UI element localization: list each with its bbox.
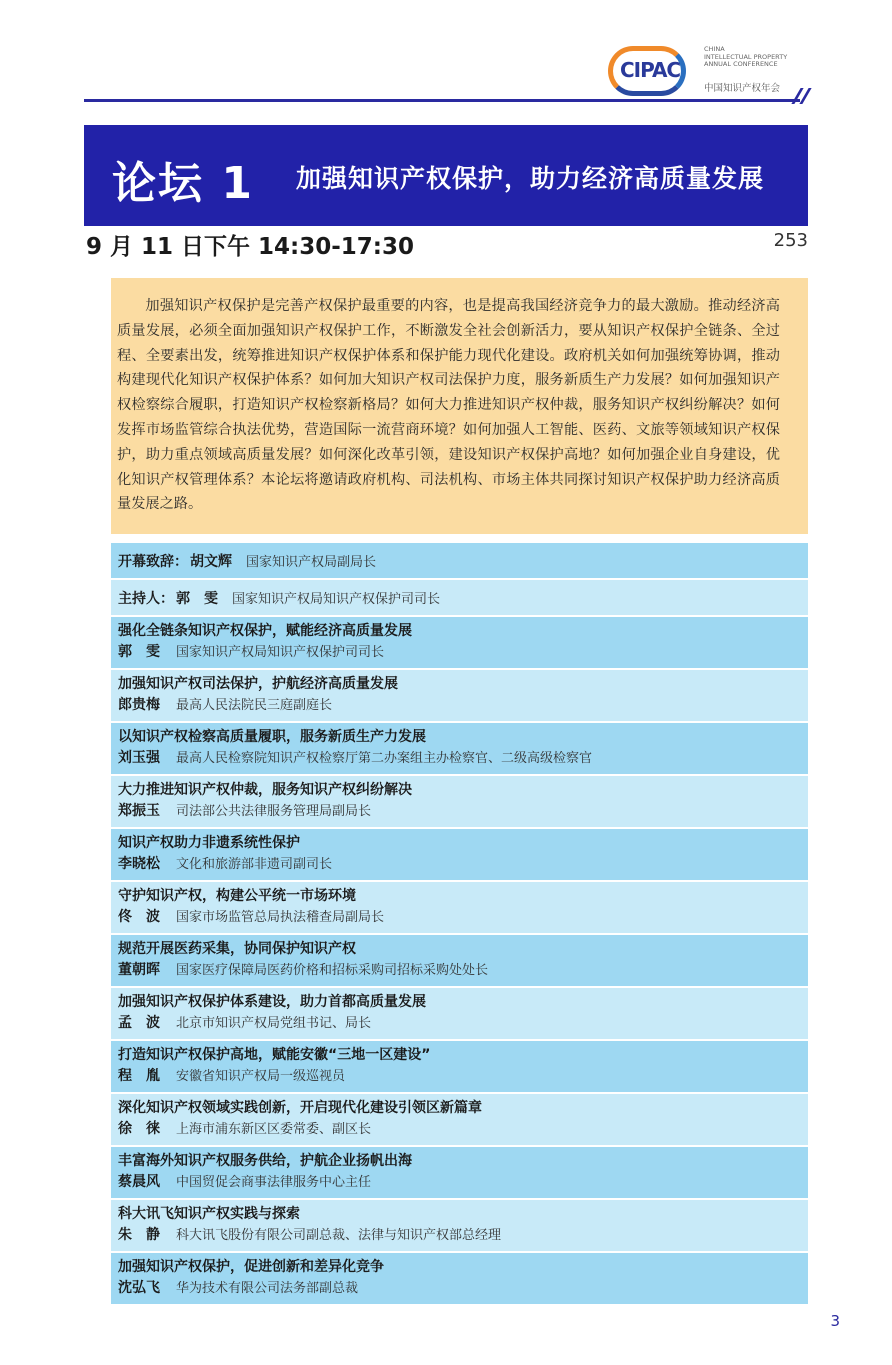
talk-topic: 规范开展医药采集，协同保护知识产权 [118,941,356,957]
logo-chinese: 中国知识产权年会 [704,83,781,94]
speaker-title: 最高人民检察院知识产权检察厅第二办案组主办检察官、二级高级检察官 [176,751,593,766]
speaker-title: 华为技术有限公司法务部副总裁 [176,1281,359,1296]
session-date: 9 月 11 日下午 14:30-17:30 [86,234,415,260]
agenda-talk-row [111,988,808,1039]
host-name: 郭 雯 [176,590,218,607]
speaker-name: 郭 雯 [118,644,160,660]
agenda-talk-row [111,829,808,880]
opening-remarks-row [111,543,808,578]
page-number-top: 253 [773,230,808,251]
talk-speaker [118,854,808,875]
forum-banner [84,125,808,226]
forum-number: 论坛 1 [112,158,254,209]
speaker-name: 蔡晨风 [118,1174,160,1190]
talk-speaker [118,907,808,928]
logo-abbr: CIPAC [620,58,681,82]
agenda-list [111,543,808,1306]
logo-en-line1: CHINA [704,45,725,53]
speaker-name: 郎贵梅 [118,697,160,713]
talk-topic: 打造知识产权保护高地，赋能安徽“三地一区建设” [118,1047,431,1063]
talk-speaker [118,1119,808,1140]
forum-introduction: 加强知识产权保护是完善产权保护最重要的内容，也是提高我国经济竞争力的最大激励。推动经济高质量发展，必须全面加强知识产权保护工作，不断激发全社会创新活力，要从知识产权保护全链条、全过程、全要素出发，统筹推进知识产权保护体系和保护能力现代化建设。政府机关如何加强统筹协调，推动构建现代化知识产权保护体系？如何加大知识产权司法保护力度，服务新质生产力发展？如何加强知识产权检察综合履职，打造知识产权检察新格局？如何大力推进知识产权仲裁，服务知识产权纠纷解决？如何发挥市场监管综合执法优势，营造国际一流营商环境？如何加强人工智能、医药、文旅等领域知识产权保护，助力重点领域高质量发展？如何深化改革引领，建设知识产权保护高地？如何加强企业自身建设，优化知识产权管理体系？本论坛将邀请政府机构、司法机构、市场主体共同探讨知识产权保护助力经济高质量发展之路。 [111,278,808,534]
speaker-name: 董朝晖 [118,962,160,978]
talk-topic: 加强知识产权保护，促进创新和差异化竞争 [118,1259,384,1275]
speaker-name: 朱 静 [118,1227,160,1243]
speaker-title: 安徽省知识产权局一级巡视员 [176,1069,346,1084]
talk-topic: 大力推进知识产权仲裁，服务知识产权纠纷解决 [118,782,412,798]
agenda-talk-row [111,1253,808,1304]
speaker-title: 司法部公共法律服务管理局副局长 [176,804,372,819]
speaker-name: 孟 波 [118,1015,160,1031]
talk-speaker [118,1013,808,1034]
talk-topic: 守护知识产权，构建公平统一市场环境 [118,888,356,904]
talk-speaker [118,1278,808,1299]
speaker-title: 国家知识产权局知识产权保护司司长 [176,645,385,660]
talk-topic: 以知识产权检察高质量履职，服务新质生产力发展 [118,729,426,745]
agenda-talk-row [111,1094,808,1145]
opening-role: 开幕致辞： [118,553,188,570]
agenda-talk-row [111,617,808,668]
talk-speaker [118,695,808,716]
speaker-name: 程 胤 [118,1068,160,1084]
speaker-name: 刘玉强 [118,750,160,766]
talk-topic: 强化全链条知识产权保护，赋能经济高质量发展 [118,623,412,639]
speaker-title: 国家医疗保障局医药价格和招标采购司招标采购处处长 [176,963,489,978]
talk-speaker [118,801,808,822]
speaker-title: 中国贸促会商事法律服务中心主任 [176,1175,372,1190]
host-role: 主持人： [118,590,174,607]
host-row [111,580,808,615]
talk-topic: 丰富海外知识产权服务供给，护航企业扬帆出海 [118,1153,412,1169]
page-number-bottom: 3 [830,1312,840,1330]
speaker-title: 最高人民法院民三庭副庭长 [176,698,333,713]
agenda-talk-row [111,670,808,721]
agenda-talk-row [111,882,808,933]
talk-speaker [118,1172,808,1193]
logo-en-line2: INTELLECTUAL PROPERTY [704,52,788,61]
talk-topic: 深化知识产权领域实践创新，开启现代化建设引领区新篇章 [118,1100,482,1116]
talk-speaker [118,748,808,769]
talk-speaker [118,960,808,981]
talk-speaker [118,642,808,663]
logo-english [704,46,804,69]
speaker-name: 李晓松 [118,856,160,872]
talk-topic: 科大讯飞知识产权实践与探索 [118,1206,300,1222]
speaker-name: 佟 波 [118,909,160,925]
speaker-title: 国家市场监管总局执法稽查局副局长 [176,910,385,925]
forum-title: 加强知识产权保护，助力经济高质量发展 [296,164,765,193]
speaker-name: 沈弘飞 [118,1280,160,1296]
agenda-talk-row [111,1147,808,1198]
logo-en-line3: ANNUAL CONFERENCE [704,60,778,68]
talk-topic: 加强知识产权保护体系建设，助力首都高质量发展 [118,994,426,1010]
speaker-name: 徐 徕 [118,1121,160,1137]
speaker-title: 上海市浦东新区区委常委、副区长 [176,1122,372,1137]
speaker-title: 科大讯飞股份有限公司副总裁、法律与知识产权部总经理 [176,1228,502,1243]
header-rule [84,99,800,102]
agenda-talk-row [111,935,808,986]
talk-speaker [118,1066,808,1087]
opening-org: 国家知识产权局副局长 [246,555,377,570]
agenda-talk-row [111,776,808,827]
talk-topic: 加强知识产权司法保护，护航经济高质量发展 [118,676,398,692]
agenda-talk-row [111,1200,808,1251]
talk-speaker [118,1225,808,1246]
opening-name: 胡文辉 [190,553,232,570]
host-org: 国家知识产权局知识产权保护司司长 [232,592,441,607]
speaker-title: 北京市知识产权局党组书记、局长 [176,1016,372,1031]
speaker-name: 郑振玉 [118,803,160,819]
agenda-talk-row [111,723,808,774]
speaker-title: 文化和旅游部非遗司副司长 [176,857,333,872]
agenda-talk-row [111,1041,808,1092]
conference-logo [608,44,808,100]
talk-topic: 知识产权助力非遗系统性保护 [118,835,300,851]
